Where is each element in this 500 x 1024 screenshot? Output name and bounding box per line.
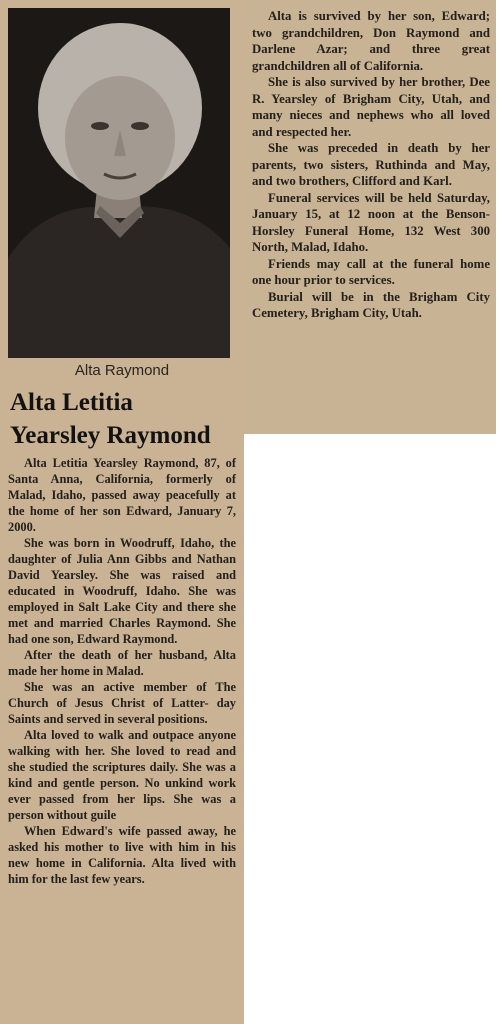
left-column-text bbox=[8, 455, 236, 887]
paragraph: She was an active member of The Church of Jesus Christ of Latter- day Saints and served in several positions. bbox=[8, 680, 236, 726]
paragraph: She is also survived by her brother, Dee R. Yearsley of Brigham City, Utah, and many nieces and nephews who all loved and respected her. bbox=[252, 75, 490, 139]
paragraph: She was born in Woodruff, Idaho, the daughter of Julia Ann Gibbs and Nathan David Yearsley. She was raised and educated in Woodruff, Idaho. She was employed in Salt Lake City and there she met and married Charles Raymond. She had one son, Edward Raymond. bbox=[8, 536, 236, 646]
paragraph: Friends may call at the funeral home one hour prior to services. bbox=[252, 256, 490, 287]
paragraph: Burial will be in the Brigham City Cemetery, Brigham City, Utah. bbox=[252, 289, 490, 320]
paragraph: Funeral services will be held Saturday, January 15, at 12 noon at the Benson-Horsley Funeral Home, 132 West 300 North, Malad, Idaho. bbox=[252, 190, 490, 254]
right-column-text bbox=[252, 8, 490, 322]
portrait-image bbox=[8, 8, 230, 358]
photo-caption: Alta Raymond bbox=[74, 362, 170, 379]
paragraph: Alta is survived by her son, Edward; two grandchildren, Don Raymond and Darlene Azar; and three great grandchildren all of California. bbox=[252, 9, 490, 73]
headline-line-2: Yearsley Raymond bbox=[10, 422, 211, 449]
paragraph: Alta Letitia Yearsley Raymond, 87, of Santa Anna, California, formerly of Malad, Idaho, passed away peacefully at the home of her son Edward, January 7, 2000. bbox=[8, 456, 236, 534]
paragraph: Alta loved to walk and outpace anyone walking with her. She loved to read and she studied the scriptures daily. She was a kind and gentle person. No unkind work ever passed from her lips. She was a person without guile bbox=[8, 728, 236, 822]
obituary-headline bbox=[10, 386, 244, 452]
paragraph: She was preceded in death by her parents, two sisters, Ruthinda and May, and two brothers, Clifford and Karl. bbox=[252, 141, 490, 188]
paragraph: When Edward's wife passed away, he asked his mother to live with him in his new home in California. Alta lived with him for the last few years. bbox=[8, 824, 236, 886]
obituary-clipping-left bbox=[0, 0, 244, 1024]
portrait-photo bbox=[8, 8, 230, 358]
headline-line-1: Alta Letitia bbox=[10, 389, 133, 416]
paragraph: After the death of her husband, Alta made her home in Malad. bbox=[8, 648, 236, 678]
